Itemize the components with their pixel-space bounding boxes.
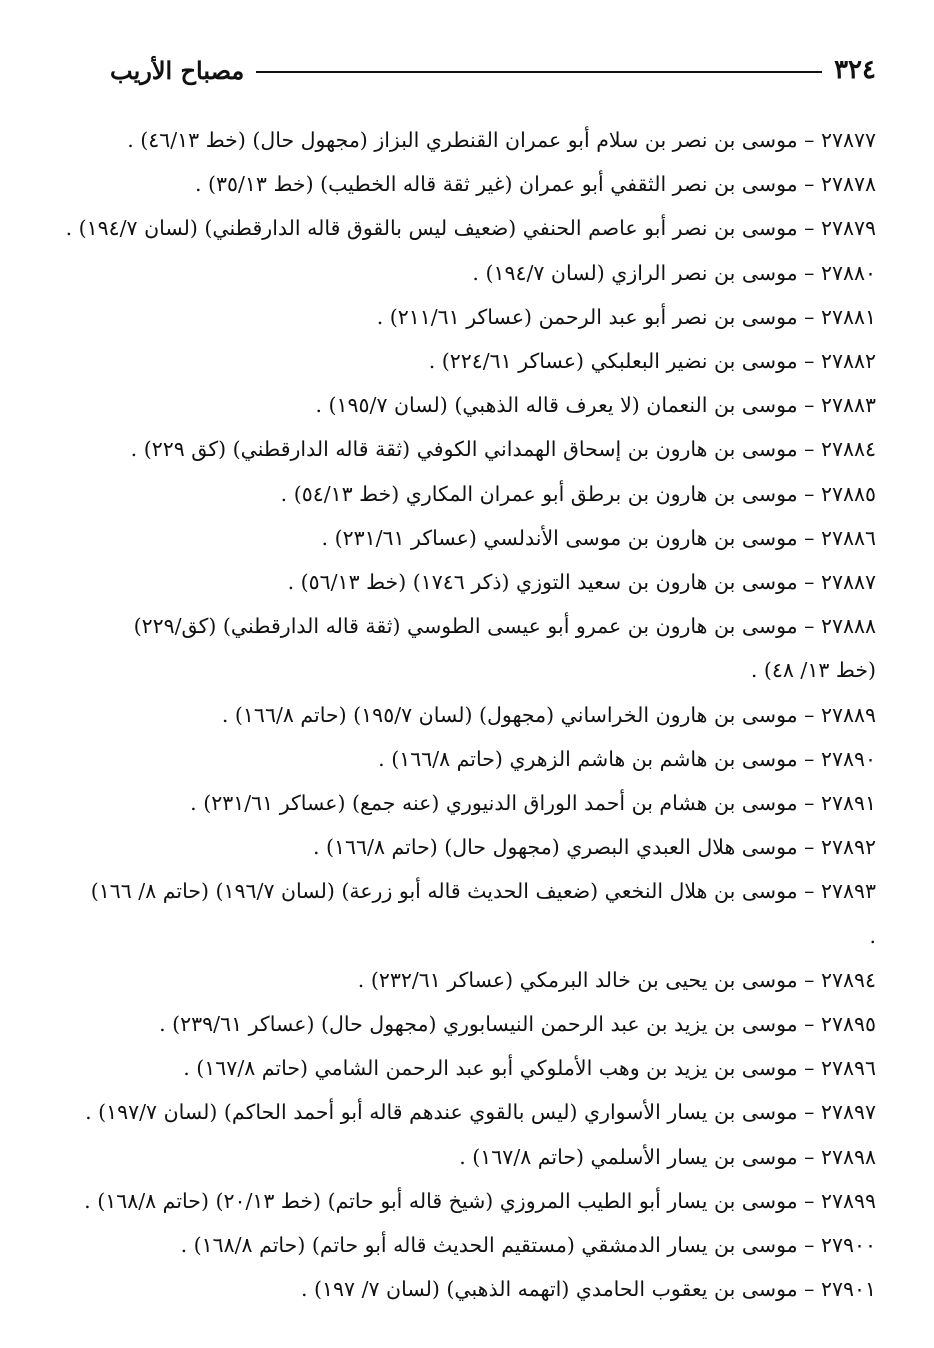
list-item: ٢٧٨٨٥ – موسى بن هارون بن برطق أبو عمران المكاري (خط ٥٤/١٣) . (280, 481, 876, 506)
book-title: مصباح الأريب (110, 55, 245, 85)
list-item: ٢٧٨٧٧ – موسى بن نصر بن سلام أبو عمران القنطري البزاز (مجهول حال) (خط ٤٦/١٣) . (127, 128, 876, 152)
list-item: ٢٧٨٨٦ – موسى بن هارون بن موسى الأندلسي (عساكر ٢٣١/٦١) . (321, 525, 876, 550)
list-item: ٢٧٨٨٤ – موسى بن هارون بن إسحاق الهمداني الكوفي (ثقة قاله الدارقطني) (كق ٢٢٩) . (130, 437, 876, 462)
list-item: ٢٧٨٧٩ – موسى بن نصر أبو عاصم الحنفي (ضعيف ليس بالقوق قاله الدارقطني) (لسان ١٩٤/٧) . (65, 216, 876, 241)
page-header (110, 50, 876, 90)
list-item: ٢٧٨٩٧ – موسى بن يسار الأسواري (ليس بالقوي عندهم قاله أبو أحمد الحاكم) (لسان ١٩٧/٧) . (85, 1100, 876, 1125)
list-item: ٢٧٨٩٩ – موسى بن يسار أبو الطيب المروزي (شيخ قاله أبو حاتم) (خط ٢٠/١٣) (حاتم ١٦٨/٨) . (84, 1188, 876, 1213)
list-item: ٢٧٨٩٦ – موسى بن يزيد بن وهب الأملوكي أبو عبد الرحمن الشامي (حاتم ١٦٧/٨) . (183, 1056, 876, 1081)
list-item: ٢٧٩٠٠ – موسى بن يسار الدمشقي (مستقيم الحديث قاله أبو حاتم) (حاتم ١٦٨/٨) . (180, 1233, 876, 1258)
list-item: ٢٧٨٨٠ – موسى بن نصر الرازي (لسان ١٩٤/٧) . (472, 260, 876, 285)
entry-list (65, 118, 876, 1311)
list-item: ٢٧٨٩٨ – موسى بن يسار الأسلمي (حاتم ١٦٧/٨) . (459, 1144, 876, 1169)
list-item: ٢٧٨٩٤ – موسى بن يحيى بن خالد البرمكي (عساكر ٢٣٢/٦١) . (357, 967, 876, 992)
list-item: ٢٧٩٠١ – موسى بن يعقوب الحامدي (اتهمه الذهبي) (لسان ٧/ ١٩٧) . (300, 1277, 876, 1302)
list-item: ٢٧٨٧٨ – موسى بن نصر الثقفي أبو عمران (غير ثقة قاله الخطيب) (خط ٣٥/١٣) . (194, 172, 876, 197)
list-item: ٢٧٨٨٨ – موسى بن هارون بن عمرو أبو عيسى الطوسي (ثقة قاله الدارقطني) (كق/٢٢٩) (خط ١٣/ ٤٨) . (133, 614, 876, 683)
header-rule (256, 71, 822, 73)
list-item: ٢٧٨٩٠ – موسى بن هاشم بن هاشم الزهري (حاتم ١٦٦/٨) . (378, 746, 876, 771)
list-item: ٢٧٨٨٧ – موسى بن هارون بن سعيد التوزي (ذكر ١٧٤٦) (خط ٥٦/١٣) . (287, 570, 876, 595)
list-item: ٢٧٨٩١ – موسى بن هشام بن أحمد الوراق الدنيوري (عنه جمع) (عساكر ٢٣١/٦١) . (190, 791, 876, 816)
list-item: ٢٧٨٩٣ – موسى بن هلال النخعي (ضعيف الحديث قاله أبو زرعة) (لسان ١٩٦/٧) (حاتم ٨/ ١٦٦) . (90, 879, 876, 948)
list-item: ٢٧٨٨١ – موسى بن نصر أبو عبد الرحمن (عساكر ٢١١/٦١) . (376, 304, 876, 329)
list-item: ٢٧٨٩٥ – موسى بن يزيد بن عبد الرحمن النيسابوري (مجهول حال) (عساكر ٢٣٩/٦١) . (159, 1012, 876, 1037)
list-item: ٢٧٨٩٢ – موسى هلال العبدي البصري (مجهول حال) (حاتم ١٦٦/٨) . (312, 835, 876, 860)
page-number: ٣٢٤ (834, 55, 876, 85)
list-item: ٢٧٨٨٩ – موسى بن هارون الخراساني (مجهول) (لسان ١٩٥/٧) (حاتم ١٦٦/٨) . (221, 702, 876, 727)
list-item: ٢٧٨٨٣ – موسى بن النعمان (لا يعرف قاله الذهبي) (لسان ١٩٥/٧) . (315, 393, 876, 418)
list-item: ٢٧٨٨٢ – موسى بن نضير البعلبكي (عساكر ٢٢٤/٦١) . (428, 349, 876, 374)
